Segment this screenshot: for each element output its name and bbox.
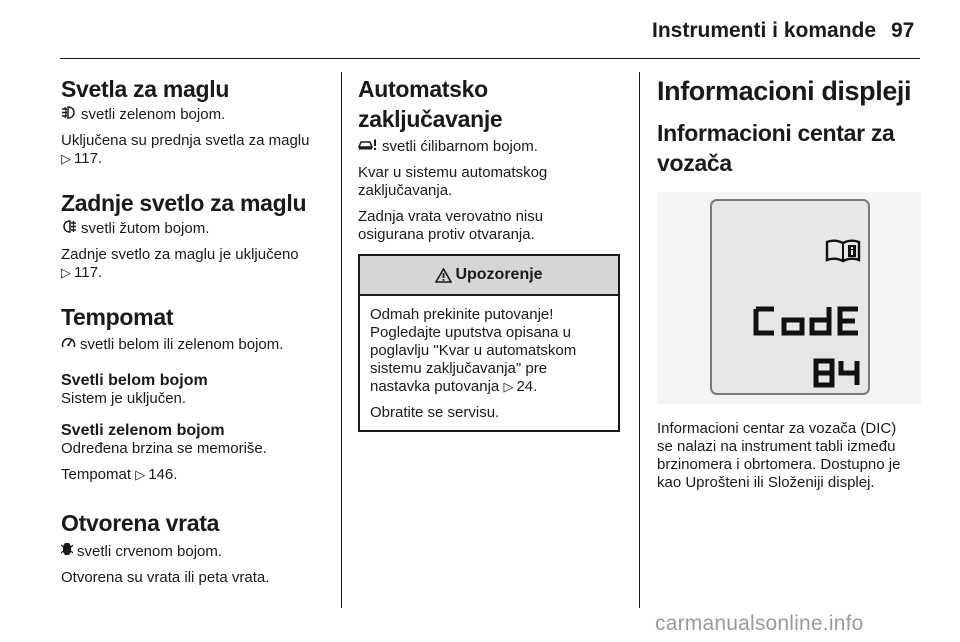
heading-auto-lock: Automatsko zaključavanje: [358, 76, 503, 132]
svg-text:84: 84: [812, 388, 814, 389]
subheading-green: Svetli zelenom bojom: [61, 422, 225, 439]
column-2: Automatsko zaključavanje svetli ćilibarnom bojom. Kvar u sistemu automatskog zaključavanja. Zadnja vrata verovatno nisu osigurana protiv otvaranja. Upozorenje Odmah prekinite putovanje! Pogledajte uputstva opisana u poglavlju "Kvar u automatskom sistemu zaključavanja" pre nastavka putovanja ▷ 24. Obratite se servisu.: [358, 74, 623, 432]
svg-text:CodE: CodE: [752, 338, 755, 339]
warning-header: Upozorenje: [360, 256, 618, 296]
dic-display: [710, 199, 870, 395]
cross-reference-icon: ▷: [503, 379, 514, 394]
cross-reference-icon: ▷: [61, 265, 71, 280]
dic-code-number: [812, 357, 862, 389]
heading-door: Otvorena vrata: [61, 510, 220, 536]
door-open-icon: [61, 542, 73, 561]
dic-code-readout: [752, 303, 864, 339]
heading-rear-fog: Zadnje svetlo za maglu: [61, 190, 307, 216]
heading-dic-2: vozača: [657, 150, 732, 176]
warning-body: Odmah prekinite putovanje! Pogledajte uputstva opisana u poglavlju "Kvar u automatskom sistemu zaključavanja" pre nastavka putovanja ▷ 24. Obratite se servisu.: [370, 306, 577, 421]
column-divider-2: [639, 72, 640, 608]
column-3: Informacioni displeji Informacioni centar za vozača CodE 84 Informacioni centar za vozača (DIC) se nalazi na instrument tabli između brzinomera i obrtomera. Dostupno je kao Uprošteni ili Složeniji displej.: [657, 74, 925, 492]
manual-info-icon: [825, 239, 861, 268]
subheading-white: Svetli belom bojom: [61, 372, 208, 389]
header-rule: [60, 58, 920, 59]
warning-box: [358, 254, 620, 432]
cross-reference-icon: ▷: [135, 467, 146, 482]
auto-lock-warning-icon: [358, 138, 378, 156]
heading-cruise: Tempomat: [61, 304, 174, 330]
cross-reference-icon: ▷: [61, 151, 71, 166]
page-number: 97: [891, 19, 915, 42]
dic-figure: [657, 192, 921, 404]
heading-info-displays: Informacioni displeji: [657, 76, 912, 106]
rear-fog-light-icon: [61, 220, 77, 238]
section-title: Instrumenti i komande: [652, 19, 877, 42]
warning-triangle-icon: [435, 268, 452, 283]
column-1: Svetla za maglu svetli zelenom bojom. Uključena su prednja svetla za maglu ▷ 117. Zadnje svetlo za maglu svetli žutom bojom. Zadnje svetlo za maglu je uključeno ▷ 117. Tempomat svetli belom ili zelenom bojom. Svetli belom bojom Sistem je uključen. Svetli zelenom bojom Određena brzina se memoriše. Tempomat ▷ 146. Otvorena vrata svetli crvenom bojom. Otvorena su vrata ili peta vrata.: [61, 74, 329, 587]
page-header: [0, 0, 960, 58]
heading-front-fog: Svetla za maglu: [61, 76, 230, 102]
heading-dic: Informacioni centar za: [657, 120, 895, 146]
front-fog-light-icon: [61, 106, 77, 124]
watermark: carmanualsonline.info: [655, 612, 864, 635]
cruise-control-icon: [61, 336, 76, 354]
column-divider-1: [341, 72, 342, 608]
